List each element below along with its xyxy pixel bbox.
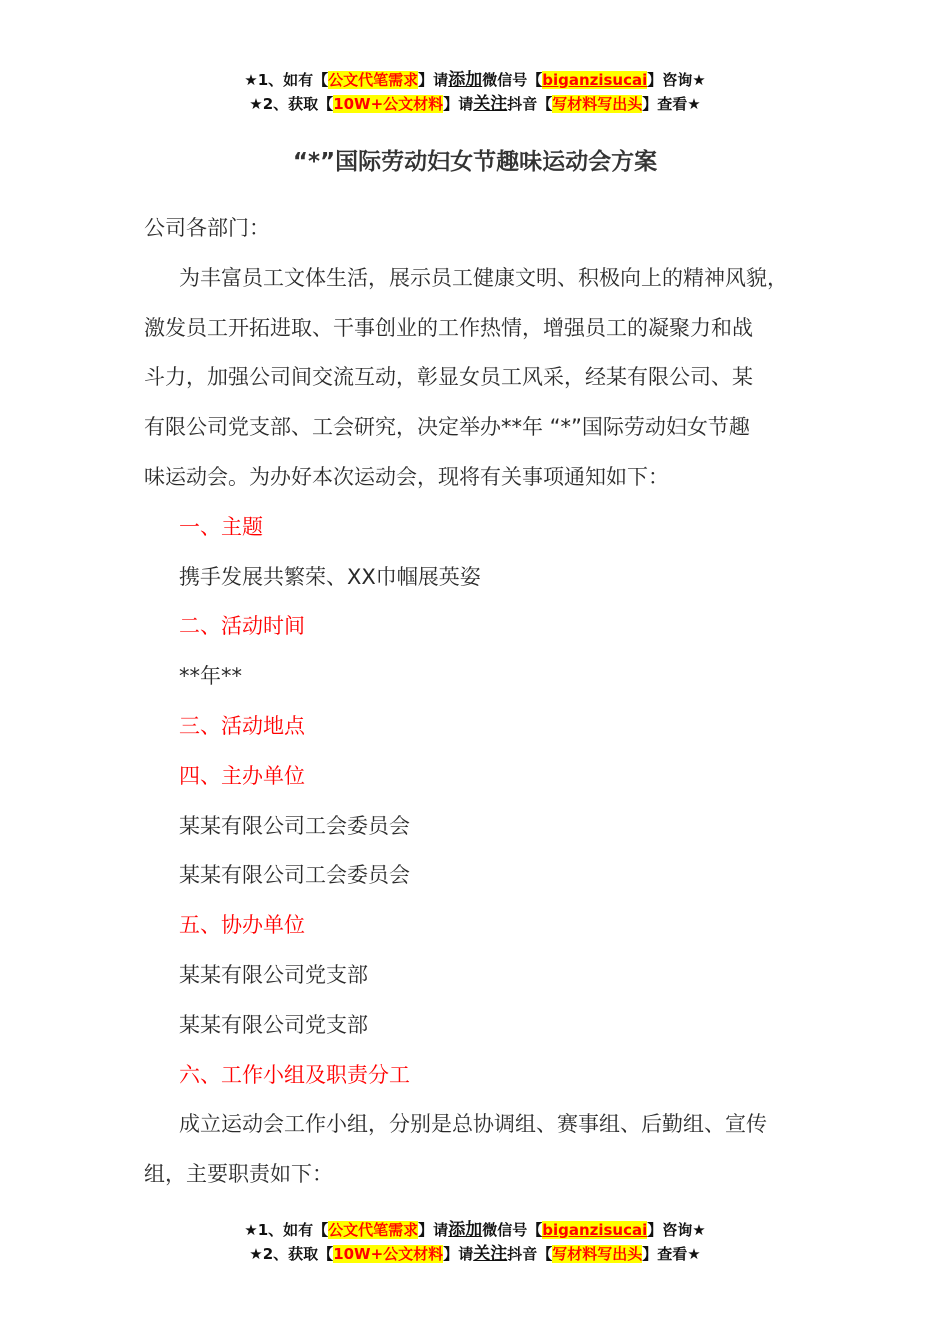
section-heading-location: 三、活动地点 <box>179 713 305 738</box>
banner-line-2: ★2、获取【10W+公文材料】请关注抖音【写材料写出头】查看★ <box>249 1244 701 1264</box>
section-line: 某某有限公司工会委员会 <box>179 813 410 838</box>
section-line: 某某有限公司工会委员会 <box>179 863 410 888</box>
section-line: 组，主要职责如下： <box>144 1162 333 1187</box>
intro-line: 为丰富员工文体生活，展示员工健康文明、积极向上的精神风貌， <box>179 265 788 290</box>
section-heading-time: 二、活动时间 <box>179 614 305 639</box>
intro-line: 激发员工开拓进取、干事创业的工作热情，增强员工的凝聚力和战 <box>144 315 753 340</box>
top-banner <box>0 68 950 116</box>
section-line: **年** <box>179 664 242 689</box>
section-line: 某某有限公司党支部 <box>179 962 368 987</box>
wechat-id-link[interactable]: biganzisucai <box>542 1221 648 1239</box>
section-heading-theme: 一、主题 <box>179 514 263 539</box>
wechat-id-link[interactable]: biganzisucai <box>542 71 648 89</box>
highlight-douyin-account: 写材料写出头 <box>552 1245 643 1263</box>
section-line: 某某有限公司党支部 <box>179 1012 368 1037</box>
document-title: “*”国际劳动妇女节趣味运动会方案 <box>292 149 658 175</box>
highlight-ghostwriting: 公文代笔需求 <box>328 71 419 89</box>
document-body <box>144 204 824 1200</box>
highlight-ghostwriting: 公文代笔需求 <box>328 1221 419 1239</box>
banner-line-2: ★2、获取【10W+公文材料】请关注抖音【写材料写出头】查看★ <box>249 94 701 114</box>
banner-line-1: ★1、如有【公文代笔需求】请添加微信号【biganzisucai】咨询★ <box>244 1220 706 1240</box>
intro-line: 味运动会。为办好本次运动会，现将有关事项通知如下： <box>144 464 669 489</box>
salutation: 公司各部门： <box>144 216 270 240</box>
section-line: 携手发展共繁荣、XX巾帼展英姿 <box>179 564 481 589</box>
banner-line-1: ★1、如有【公文代笔需求】请添加微信号【biganzisucai】咨询★ <box>244 70 706 90</box>
intro-line: 斗力，加强公司间交流互动，彰显女员工风采，经某有限公司、某 <box>144 365 753 390</box>
bottom-banner <box>0 1218 950 1266</box>
section-heading-organizer: 四、主办单位 <box>179 763 305 788</box>
section-heading-work-groups: 六、工作小组及职责分工 <box>179 1062 410 1087</box>
highlight-materials: 10W+公文材料 <box>333 95 444 113</box>
section-heading-co-organizer: 五、协办单位 <box>179 913 305 938</box>
intro-line: 有限公司党支部、工会研究，决定举办**年 “*”国际劳动妇女节趣 <box>144 415 750 440</box>
highlight-douyin-account: 写材料写出头 <box>552 95 643 113</box>
section-line: 成立运动会工作小组，分别是总协调组、赛事组、后勤组、宣传 <box>179 1112 767 1137</box>
highlight-materials: 10W+公文材料 <box>333 1245 444 1263</box>
